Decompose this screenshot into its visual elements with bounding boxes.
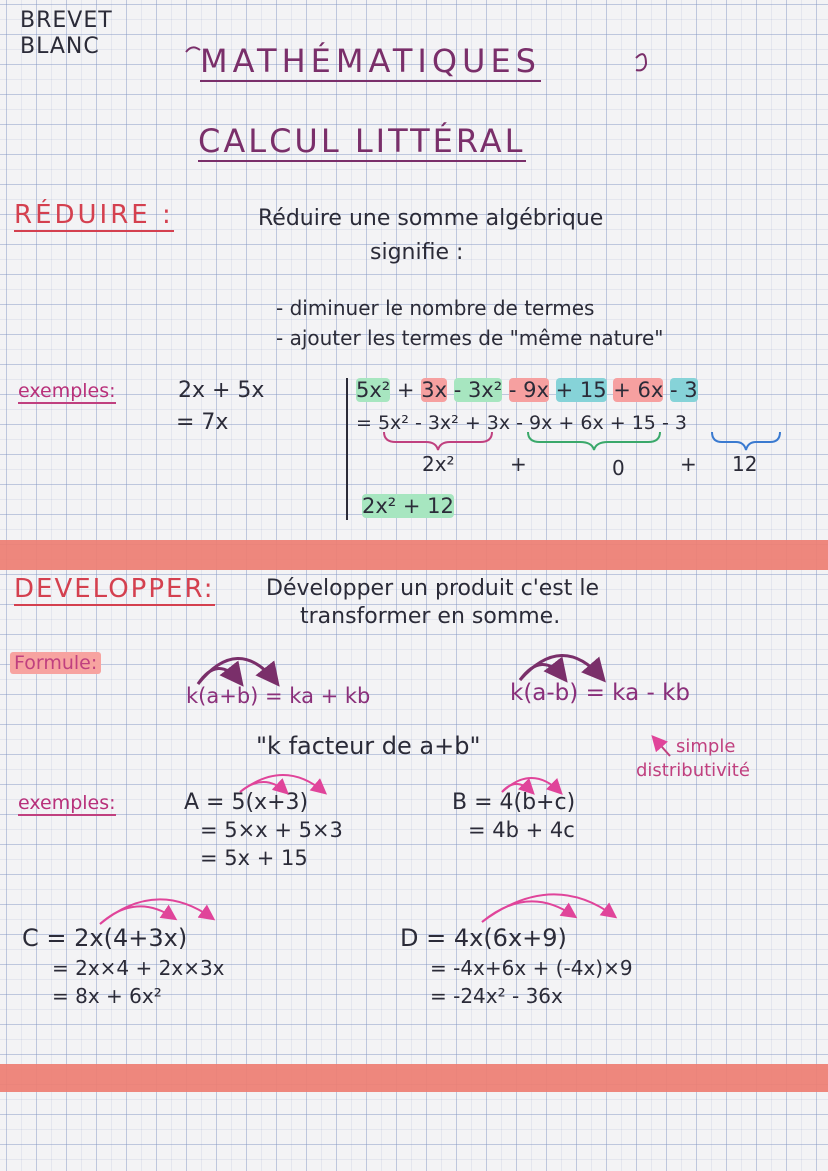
developper-examples-label: exemples: [18, 792, 116, 814]
example-a-line3: = 5x + 15 [200, 846, 308, 870]
group-result-plus-1: + [510, 452, 527, 476]
reduire-examples-label: exemples: [18, 380, 116, 402]
developper-definition-line1: Développer un produit c'est le [266, 576, 600, 601]
term-x2-a: 5x² [356, 378, 391, 402]
corner-tag-line1: BREVET [20, 8, 113, 33]
formula-difference: k(a-b) = ka - kb [510, 680, 691, 706]
example-c-line3: = 8x + 6x² [52, 984, 162, 1008]
example-b-line1: B = 4(b+c) [452, 790, 576, 815]
term-x-c: + 6x [613, 378, 664, 402]
group-result-const: 12 [732, 452, 758, 476]
term-x-a: 3x [421, 378, 447, 402]
example-a-line1: A = 5(x+3) [184, 790, 309, 815]
reduire-point-1: - diminuer le nombre de termes [276, 296, 595, 320]
term-const-a: + 15 [555, 378, 607, 402]
term-const-b: - 3 [670, 378, 698, 402]
example-a-line2: = 5×x + 5×3 [200, 818, 343, 842]
example-d-arc-2 [482, 894, 614, 922]
brace-pink [384, 432, 492, 450]
example-d-line2: = -4x+6x + (-4x)×9 [430, 956, 633, 980]
group-result-x2: 2x² [422, 452, 455, 476]
reduire-ex1-line2: = 7x [176, 410, 229, 435]
formula-quote: "k facteur de a+b" [256, 732, 481, 760]
term-x2-b: - 3x² [453, 378, 503, 402]
section-heading-reduire: RÉDUIRE : [14, 200, 174, 230]
developper-definition-line2: transformer en somme. [300, 604, 561, 629]
term-plus: + [396, 378, 415, 402]
reduire-point-2: - ajouter les termes de "même nature" [276, 326, 664, 350]
page-title: MATHÉMATIQUES [200, 42, 541, 80]
formula-sum: k(a+b) = ka + kb [186, 684, 371, 708]
title-swirl-left [186, 47, 200, 52]
example-c-line2: = 2x×4 + 2x×3x [52, 956, 225, 980]
example-b-line2: = 4b + 4c [468, 818, 575, 842]
group-result-plus-2: + [680, 452, 697, 476]
page-subtitle: CALCUL LITTÉRAL [198, 122, 526, 160]
example-d-line1: D = 4x(6x+9) [400, 924, 567, 952]
title-swirl-right [636, 54, 646, 70]
note-line1: simple [676, 736, 736, 757]
example-c-arc-2 [100, 899, 212, 924]
reduire-ex1-line1: 2x + 5x [178, 378, 265, 403]
corner-tag-line2: BLANC [20, 34, 100, 59]
note-line2: distributivité [636, 760, 750, 781]
note-arrow [654, 738, 670, 756]
brace-green [528, 432, 660, 450]
term-x-b: - 9x [508, 378, 549, 402]
example-c-line1: C = 2x(4+3x) [22, 924, 188, 952]
reduire-definition-line2: signifie : [370, 240, 464, 265]
reduire-definition-line1: Réduire une somme algébrique [258, 206, 604, 231]
reduire-ex2-line2: = 5x² - 3x² + 3x - 9x + 6x + 15 - 3 [356, 412, 687, 434]
brace-blue [712, 432, 780, 450]
group-result-x: 0 [612, 456, 625, 480]
result-x2-part: 2x² + 12 [362, 494, 454, 518]
example-d-line3: = -24x² - 36x [430, 984, 563, 1008]
section-heading-developper: DEVELOPPER: [14, 574, 215, 604]
formula-label: Formule: [10, 652, 101, 674]
